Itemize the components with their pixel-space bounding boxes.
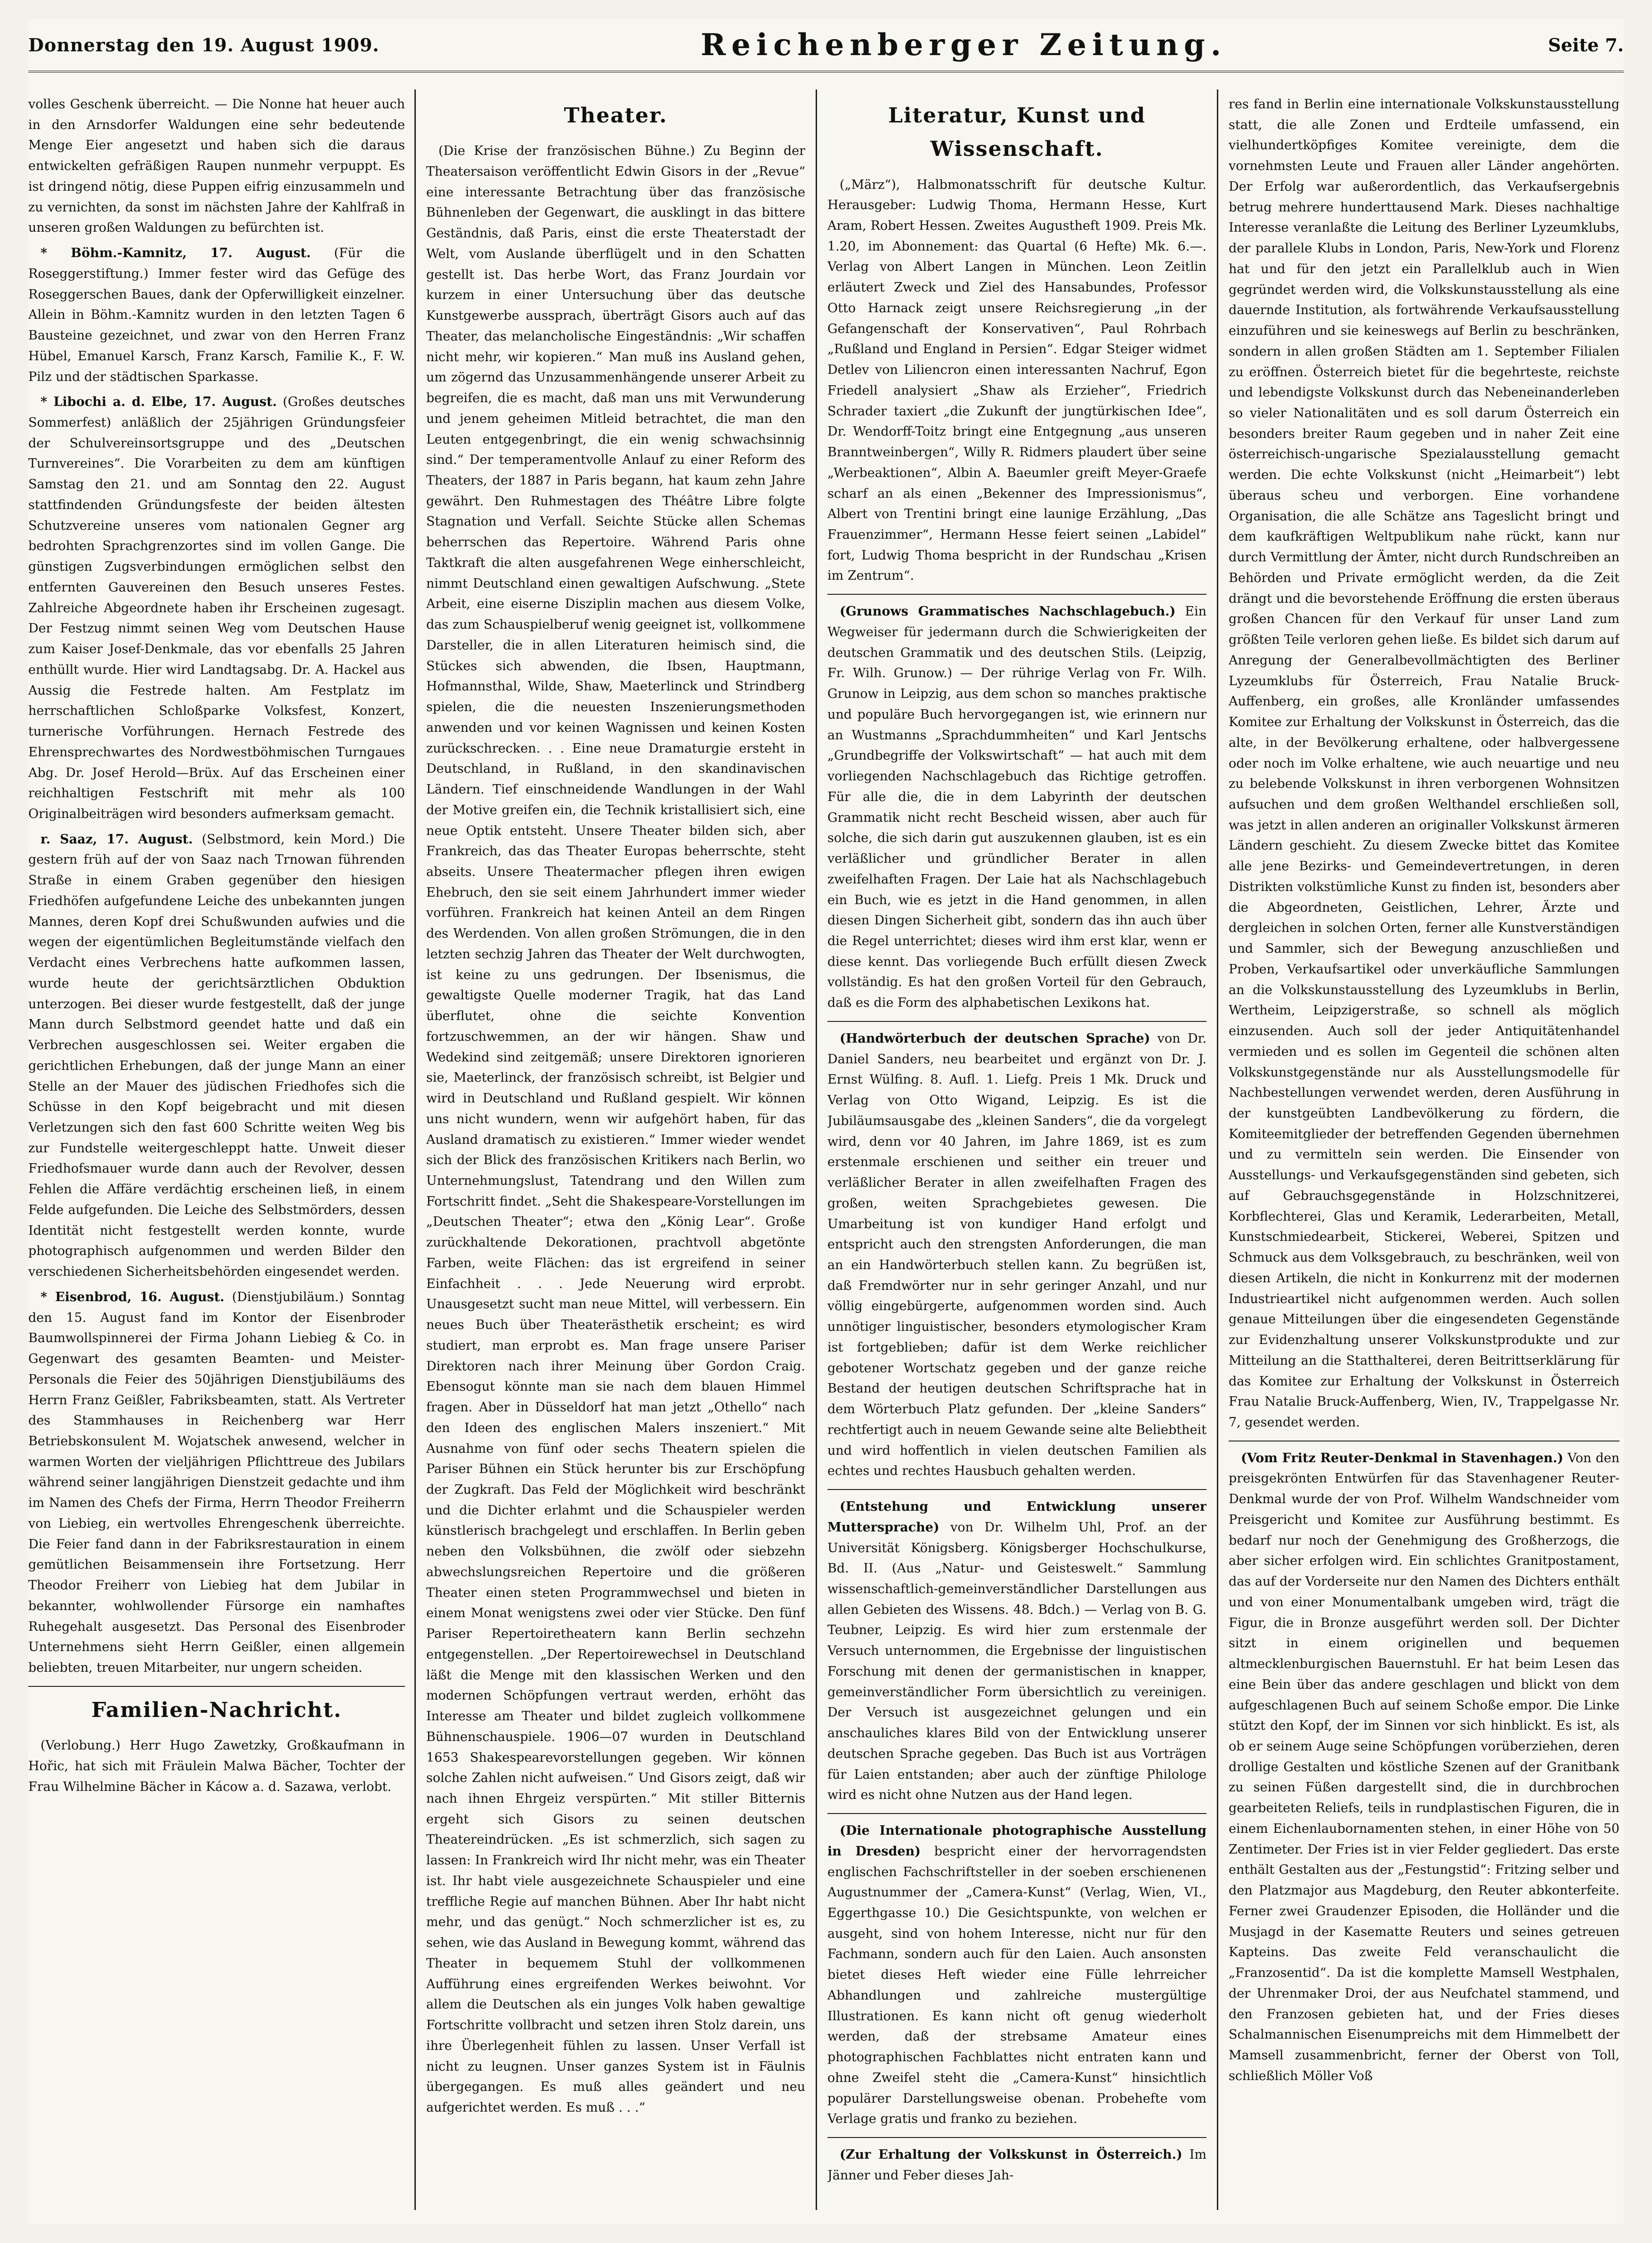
article-saaz	[28, 829, 405, 1282]
article-libochi	[28, 392, 405, 824]
section-title-family: Familien-Nachricht.	[91, 1698, 342, 1722]
article-engagement: (Verlobung.) Herr Hugo Zawetzky, Großkaufmann in Hořic, hat sich mit Fräulein Malwa Bächer, Tochter der Frau Wilhelmine Bächer in Kácow a. d. Sazawa, verlobt.	[28, 1738, 405, 1794]
page-header	[28, 19, 1624, 73]
article-muttersprache	[827, 1497, 1207, 1806]
page-number: Seite 7.	[1548, 34, 1624, 56]
article-heading: (Vom Fritz Reuter-Denkmal in Stavenhagen.)	[1241, 1450, 1563, 1466]
article-text: Ein Wegweiser für jedermann durch die Schwierigkeiten der deutschen Grammatik und des deutschen Stils. (Leipzig, Fr. Wilh. Grunow.) — Der rührige Verlag von Fr. Wilh. Grunow in Leipzig, aus dem schon so manches praktische und populäre Buch hervorgegangen ist, wie erinnern nur an Wustmanns „Sprachdummheiten“ und Karl Jentschs „Grundbegriffe der Volkswirtschaft“ — hat auch mit dem vorliegenden Nachschlagebuch das Richtige getroffen. Für alle die, die in dem Labyrinth der deutschen Grammatik nicht recht Bescheid wissen, aber auch für solche, die sich darin gut auszukennen glauben, ist es ein verläßlicher und gründlicher Berater in allen zweifelhaften Fragen. Der Laie hat als Nachschlagebuch ein Buch, wie es jetzt in die Hand genommen, in allen diesen Dingen Sicherheit gibt, sondern das ihn auch über die Regel unterrichtet; dieses wird ihm erst klar, wenn er diese kennt. Das vorliegende Buch erfüllt diesen Zweck vollständig. Es hat den großen Vorteil für den Gebrauch, daß es die Form des alphabetischen Lexikons hat.	[827, 604, 1207, 1011]
column-3	[827, 94, 1207, 2210]
article-photo-exhibition	[827, 1821, 1207, 2130]
column-rule	[414, 89, 416, 2210]
dateline: * Libochi a. d. Elbe, 17. August.	[40, 395, 277, 410]
article-heading: (Zur Erhaltung der Volkskunst in Österreich.)	[840, 2147, 1182, 2162]
divider	[827, 1021, 1207, 1022]
article-text: bespricht einer der hervorragendsten englischen Fachschriftsteller in der soeben erschienenen Augustnummer der „Camera-Kunst“ (Verlag, Wien, VI., Eggerthgasse 10.) Die Gesichtspunkte, von welchen er ausgeht, sind von hohem Interesse, nicht nur für den Fachmann, sondern auch für den Laien. Auch ansonsten bietet dieses Heft wieder eine Fülle lehrreicher Abhandlungen und zahlreiche mustergültige Illustrationen. Es kann nicht oft genug wiederholt werden, daß der strebsame Amateur eines photographischen Fachblattes nicht entraten kann und ohne Zweifel steht die „Camera-Kunst“ hinsichtlich populärer Darstellungsweise obenan. Probehefte vom Verlage gratis und franko zu beziehen.	[827, 1844, 1207, 2127]
divider	[28, 1686, 405, 1687]
dateline: * Eisenbrod, 16. August.	[40, 1289, 225, 1304]
column-rule	[816, 89, 817, 2210]
article-grunow	[827, 601, 1207, 1013]
column-1	[28, 94, 405, 2210]
article-maerz: („März“), Halbmonatsschrift für deutsche Kultur. Herausgeber: Ludwig Thoma, Hermann Hesse, Kurt Aram, Robert Hessen. Zweites Augustheft 1909. Preis Mk. 1.20, im Abonnement: das Quartal (6 Hefte) Mk. 6.—. Verlag von Albert Langen in München. Leon Zeitlin erläutert Zweck und Ziel des Hansabundes, Professor Otto Harnack zeigt unsere Reichsregierung „in der Gefangenschaft der Konservativen“, Paul Rohrbach „Rußland und England in Persien“. Edgar Steiger widmet Detlev von Liliencron einen interessanten Nachruf, Egon Friedell analysiert „Shaw als Erzieher“, Friedrich Schrader taxiert „die Zukunft der jungtürkischen Idee“, Dr. Wendorff-Toitz bringt eine Entgegnung „aus unseren Branntweinbergen“, Willy R. Ridmers plaudert über seine „Werbeaktionen“, Albin A. Baeumler greift Meyer-Graefe scharf an als einen „Bekenner des Impressionismus“, Albert von Trentini bringt eine launige Erzählung, „Das Frauenzimmer“, Hermann Hesse feiert seinen „Labidel“ fort, Ludwig Thoma bespricht in der Rundschau „Krisen im Zentrum“.	[827, 177, 1207, 583]
column-2	[426, 94, 805, 2210]
article-heading: (Grunows Grammatisches Nachschlagebuch.)	[840, 604, 1176, 619]
article-heading: (Handwörterbuch der deutschen Sprache)	[840, 1031, 1150, 1046]
article-kamnitz	[28, 243, 405, 387]
article-heading: (Entstehung und Entwicklung unserer Muttersprache)	[827, 1499, 1207, 1535]
article-text: (Selbstmord, kein Mord.) Die gestern früh auf der von Saaz nach Trnowan führenden Straße in einem Graben gegenüber den hiesigen Friedhöfen aufgefundene Leiche des unbekannten jungen Mannes, deren Kopf drei Schußwunden aufwies und die wegen der eigentümlichen Begleitumstände vielfach den Verdacht eines Verbrechens hatte aufkommen lassen, wurde heute der gerichtsärztlichen Obduktion unterzogen. Bei dieser wurde festgestellt, daß der junge Mann durch Selbstmord geendet hatte und daß ein Verbrechen ausgeschlossen sei. Weiter ergaben die gerichtlichen Erhebungen, daß der junge Mann an einer Stelle an der Mauer des jüdischen Friedhofes sich die Schüsse in den Kopf beigebracht und mit diesen Verletzungen sich den fast 600 Schritte weiten Weg bis zur Fundstelle weitergeschleppt hatte. Unweit dieser Friedhofsmauer wurde dann auch der Revolver, dessen Fehlen die Affäre verdächtig erscheinen ließ, in einem Felde aufgefunden. Die Leiche des Selbstmörders, dessen Identität nicht festgestellt werden konnte, wurde photographisch aufgenommen und werden Bilder den verschiedenen Sicherheitsbehörden eingesendet werden.	[28, 832, 405, 1279]
article-text: (Dienstjubiläum.) Sonntag den 15. August fand im Kontor der Eisenbroder Baumwollspinnerei der Firma Johann Liebieg & Co. in Gegenwart des gesamten Beamten- und Meister-Personals die Feier des 50jährigen Dienstjubiläums des Herrn Franz Geißler, Fabriksbeamten, statt. Als Vertreter des Stammhauses in Reichenberg war Herr Betriebskonsulent M. Wojatschek anwesend, welcher in warmen Worten der vieljährigen Pflichttreue des Jubilars während seiner langjährigen Dienstzeit gedachte und ihm im Namen des Chefs der Firma, Herrn Theodor Freiherrn von Liebieg, ein wertvolles Ehrengeschenk überreichte. Die Feier fand dann in der Fabriksrestauration in einem gemütlichen Beisammensein ihre Fortsetzung. Herr Theodor Freiherr von Liebieg hat dem Jubilar in bekannter, wohlwollender Fürsorge ein namhaftes Ruhegehalt ausgesetzt. Das Personal des Eisenbroder Unternehmens sieht Herrn Geißler, einen allgemein beliebten, treuen Mitarbeiter, nur ungern scheiden.	[28, 1289, 405, 1676]
article-text: von Dr. Wilhelm Uhl, Prof. an der Universität Königsberg. Königsberger Hochschulkurse, Bd. II. (Aus „Natur- und Geisteswelt.“ Sammlung wissenschaftlich-gemeinverständlicher Darstellungen aus allen Gebieten des Wissens. 48. Bdch.) — Verlag von B. G. Teubner, Leipzig. Es wird hier zum erstenmale der Versuch unternommen, die Ergebnisse der linguistischen Forschung mit denen der germanistischen in knapper, gemeinverständlicher Form übersichtlich zu vereinigen. Der Versuch ist ausgezeichnet gelungen und ein anschauliches klares Bild von der Entwicklung unserer deutschen Sprache gegeben. Das Buch ist aus Vorträgen für Laien entstanden; aber auch der zünftige Philologe wird es nicht ohne Nutzen aus der Hand legen.	[827, 1520, 1207, 1803]
article-text: von Dr. Daniel Sanders, neu bearbeitet und ergänzt von Dr. J. Ernst Wülfing. 8. Aufl. 1. Liefg. Preis 1 Mk. Druck und Verlag von Otto Wigand, Leipzig. Es ist die Jubiläumsausgabe des „kleinen Sanders“, die da vorgelegt wird, denn vor 40 Jahren, im Jahre 1869, ist es zum erstenmale erschienen und seither ein treuer und verläßlicher Berater in allen zweifelhaften Fragen des großen, weiten Sprachgebietes gewesen. Die Umarbeitung ist von kundiger Hand erfolgt und entspricht auch den strengsten Anforderungen, die man an ein Handwörterbuch stellen kann. Zu begrüßen ist, daß Fremdwörter nur in sehr geringer Anzahl, und nur völlig eingebürgerte, aufgenommen worden sind. Auch unnötiger linguistischer, besonders etymologischer Kram ist fortgeblieben; dafür ist dem Werke reichlicher gebotener Wortschatz gegeben und der ganze reiche Bestand der heutigen deutschen Schriftsprache hat in dem Wörterbuch Platz gefunden. Der „kleine Sanders“ rechtfertigt auch in neuem Gewande seine alte Beliebtheit und wird hoffentlich in vielen deutschen Familien als echtes und rechtes Hausbuch gehalten werden.	[827, 1031, 1207, 1479]
issue-date: Donnerstag den 19. August 1909.	[28, 34, 380, 56]
article-volkskunst-cont: res fand in Berlin eine internationale Volkskunstausstellung statt, die alle Zonen und Erdteile umfassend, ein vielhundertköpfiges Komitee vereinigte, dem die vornehmsten Leute und Frauen aller Länder angehörten. Der Erfolg war außerordentlich, das Verkaufsergebnis betrug mehrere hunderttausend Mark. Dieses nachhaltige Interesse veranlaßte die Leitung des Berliner Lyzeumklubs, der parallele Klubs in London, Paris, New-York und Florenz hat und für den jetzt ein Parallelklub auch in Wien gegründet werden wird, die Volkskunstausstellung als eine dauernde Institution, als fortwährende Verkaufsausstellung einzuführen und sie keineswegs auf Berlin zu beschränken, sondern in allen großen Städten am 1. September Filialen zu eröffnen. Österreich bietet für die begehrteste, reichste und lebendigste Volkskunst durch das Nebeneinanderleben so vieler Nationalitäten und es soll darum Österreich ein besonders breiter Raum gegeben und in naher Zeit eine österreichisch-ungarische Spezialausstellung gemacht werden. Die echte Volkskunst (nicht „Heimarbeit“) lebt überaus scheu und verborgen. Eine vorhandene Organisation, die alle Schätze ans Tageslicht bringt und dem kaufkräftigen Weltpublikum nahe rückt, kann nur durch Vermittlung der Ämter, nicht durch Rundschreiben an Behörden und Private ermöglicht werden, da die Zeit drängt und die bevorstehende Eröffnung die ersten überaus großen Chancen für den Verkauf für unser Land zum größten Teile verloren gehen ließe. Es bildet sich darum auf Anregung der Generalbevollmächtigten des Berliner Lyzeumklubs für Österreich, Frau Natalie Bruck-Auffenberg, ein großes, alle Kronländer umfassendes Komitee zur Erhaltung der Volkskunst in Österreich, das die alte, in der Bevölkerung erhaltene, oder halbvergessene oder noch im Volke erhaltene, wie auch neuartige und neu zu belebende Volkskunst in ihren verborgenen Wohnsitzen aufsuchen und dem großen Welthandel erschließen soll, was jetzt in allen anderen an originaller Volkskunst ärmeren Ländern geschieht. Zu diesem Zwecke bittet das Komitee alle jene Bezirks- und Gemeindevertretungen, in deren Distrikten volkstümliche Kunst zu finden ist, besonders aber die Abgeordneten, Geistlichen, Lehrer, Ärzte und dergleichen in solchen Orten, ferner alle Kunstverständigen und Sammler, sich der Bewegung anzuschließen und Proben, Verkaufsartikel oder unverkäufliche Sammlungen an die Volkskunstausstellung des Lyzeumklubs in Berlin, Wertheim, Leipzigerstraße, so schnell als möglich einzusenden. Auch soll der jeder Antiquitätenhandel vermieden und es sollen im Gegenteil die schönen alten Volkskunstgegenstände nur als Ausstellungsmodelle für Nachbestellungen verwendet werden, deren Ausführung in der kunstgeübten Landbevölkerung zu fördern, die Komiteemitglieder der betreffenden Gegenden übernehmen und zu vermitteln sein werden. Die Einsender von Ausstellungs- und Verkaufsgegenständen sind gebeten, sich auf Gebrauchsgegenstände in Holzschnitzerei, Korbflechterei, Glas und Keramik, Lederarbeiten, Metall, Kunstschmiedearbeit, Stickerei, Weberei, Spitzen und Schmuck aus dem Volksgebrauch, zu beschränken, weil von diesen Artikeln, die nicht in Konkurrenz mit der modernen Industrieartikel nicht aufgenommen werden. Auch sollen genaue Mitteilungen über die eingesendeten Gegenstände zur Evidenzhaltung unserer Volkskunstprodukte und zur Mitteilung an die Statthalterei, deren Beitrittserklärung für das Komitee zur Erhaltung der Volkskunst in Österreich Frau Natalie Bruck-Auffenberg, Wien, IV., Trappelgasse Nr. 7, gesendet werden.	[1229, 97, 1620, 1430]
article-heading: (Die Internationale photographische Ausstellung in Dresden)	[827, 1823, 1207, 1859]
dateline: * Böhm.-Kamnitz, 17. August.	[40, 246, 311, 261]
column-rule	[1217, 89, 1218, 2210]
divider	[827, 594, 1207, 595]
section-title-literature: Literatur, Kunst und Wissenschaft.	[888, 104, 1146, 162]
section-title-theater: Theater.	[564, 104, 668, 128]
dateline: r. Saaz, 17. August.	[40, 832, 193, 847]
column-4	[1229, 94, 1620, 2210]
divider	[827, 1489, 1207, 1490]
divider	[827, 1813, 1207, 1814]
divider	[827, 2137, 1207, 2138]
newspaper-title: Reichenberger Zeitung.	[700, 27, 1227, 63]
article-sanders	[827, 1028, 1207, 1482]
article-reuter-monument	[1229, 1448, 1620, 2087]
article-text: (Großes deutsches Sommerfest) anläßlich der 25jährigen Gründungsfeier der Schulvereinsortsgruppe und des „Deutschen Turnvereines“. Die Vorarbeiten zu dem am künftigen Samstag den 21. und am Sonntag den 22. August stattfindenden Gründungsfeste der beiden ältesten Schutzvereine unseres vom nationalen Gegner arg bedrohten Sprachgrenzortes sind im vollen Gange. Die günstigen Zugsverbindungen ermöglichen selbst den entfernten Gauvereinen den Besuch unseres Festes. Zahlreiche Abgeordnete haben ihr Erscheinen zugesagt. Der Festzug nimmt seinen Weg vom Deutschen Hause zum Kaiser Josef-Denkmale, das vor ebenfalls 25 Jahren enthüllt wurde. Hier wird Landtagsabg. Dr. A. Hackel aus Aussig die Festrede halten. Am Festplatz im herrschaftlichen Schloßparke Volksfest, Konzert, turnerische Vorführungen. Hernach Festrede des Ehrensprechwartes des Nordwestböhmischen Turngaues Abg. Dr. Josef Herold—Brüx. Auf das Erscheinen einer reichhaltigen Festschrift mit mehr als 100 Originalbeiträgen wird besonders aufmerksam gemacht.	[28, 395, 405, 821]
article-volkskunst-start	[827, 2145, 1207, 2186]
newspaper-page	[28, 19, 1624, 2224]
article-text: (Für die Roseggerstiftung.) Immer fester wird das Gefüge des Roseggerschen Baues, dank der Opferwilligkeit einzelner. Allein in Böhm.-Kamnitz wurden in den letzten Tagen 6 Bausteine gezeichnet, und zwar von den Herren Franz Hübel, Emanuel Karsch, Franz Karsch, Familie K., F. W. Pilz und der städtischen Sparkasse.	[28, 246, 405, 384]
article-text: Von den preisgekrönten Entwürfen für das Stavenhagener Reuter-Denkmal wurde der von Prof. Wilhelm Wandschneider vom Preisgericht und Komitee zur Ausführung bestimmt. Es bedarf nur noch der Genehmigung des Großherzogs, die aber sicher erfolgen wird. Ein schlichtes Granitpostament, das auf der Vorderseite nur den Namen des Dichters enthält und von einer Monumentalbank umgeben wird, trägt die Figur, die in Bronze ausgeführt werden soll. Der Dichter sitzt in einem originellen und bequemen altmecklenburgischen Bauernstuhl. Er hat beim Lesen das eine Bein über das andere geschlagen und blickt von dem aufgeschlagenen Buch auf seinem Schoße empor. Die Linke stützt den Kopf, der im Sinnen vor sich hinblickt. Es ist, als ob er seinem Auge seine Schöpfungen vorüberziehen, deren drollige Gestalten und köstliche Szenen auf der Granitbank zu seinen Füßen dargestellt sind, die in durchbrochen gearbeiteten Reliefs, teils in rundplastischen Figuren, die in einem Eichenlaubornamenten stehen, in einer Höhe von 50 Zentimeter. Der Fries ist in vier Felder gegliedert. Das erste enthält Gestalten aus der „Festungstid“: Fritzing selber und den Platzmajor aus Magdeburg, den Reuter abkonterfeite. Ferner zwei Graudenzer Episoden, die Holländer und die Musjagd in der Kasematte Reuters und seines getreuen Kapteins. Das zweite Feld veranschaulicht die „Franzosentid“. Da ist die komplette Mamsell Westphalen, der Uhrenmaker Droi, der aus Neufchatel stammend, und den Franzosen gebieten hat, und der Fries dieses Schalmannischen Eisenumpreichs mit dem Himmelbett der Mamsell zusammenbricht, ferner der Oberst von Toll, schließlich Möller Voß	[1229, 1450, 1620, 2083]
article-eisenbrod	[28, 1287, 405, 1678]
article-theater-crisis: (Die Krise der französischen Bühne.) Zu Beginn der Theatersaison veröffentlicht Edwin Gisors in der „Revue“ eine interessante Betrachtung über das französische Bühnenleben der Gegenwart, die ausklingt in das bittere Geständnis, daß Paris, einst die erste Theaterstadt der Welt, vom Auslande überflügelt und in den Schatten gestellt ist. Das herbe Wort, das Franz Jourdain vor kurzem in einer Untersuchung über das deutsche Kunstgewerbe aussprach, überträgt Gisors auch auf das Theater, das melancholische Eingeständnis: „Wir schaffen nicht mehr, wir kopieren.“ Man muß ins Ausland gehen, um zögernd das Unzusammenhängende unserer Arbeit zu begreifen, die es macht, daß man uns mit Verwunderung und jenem geheimen Mitleid betrachtet, die man den Leuten entgegenbringt, die ein wenig schwachsinnig sind.“ Der temperamentvolle Anlauf zu einer Reform des Theaters, der 1887 in Paris begann, hat kaum zehn Jahre gewährt. Den Ruhmestagen des Théâtre Libre folgte Stagnation und Verfall. Seichte Stücke allen Schemas beherrschen das Repertoire. Während Paris ohne Taktkraft die alten ausgefahrenen Wege einherschleicht, nimmt Deutschland einen gewaltigen Aufschwung. „Stete Arbeit, eine eiserne Disziplin machen aus diesem Volke, das zum Schauspielberuf wenig geeignet ist, vollkommene Darsteller, die in allen Literaturen heimisch sind, die Stückes sich abwenden, die Ibsen, Hauptmann, Hofmannsthal, Wilde, Shaw, Maeterlinck und Strindberg spielen, die die neuesten Inszenierungsmethoden anwenden und vor keinen Wagnissen und keinen Kosten zurückschrecken. . . Eine neue Dramaturgie ersteht in Deutschland, in Rußland, in den skandinavischen Ländern. Tief einschneidende Wandlungen in der Wahl der Motive greifen ein, die Technik kristallisiert sich, eine neue Optik entsteht. Unsere Theater bilden sich, aber Frankreich, das das Theater Europas beherrschte, steht abseits. Unsere Theatermacher pflegen ihren ewigen Ehebruch, den sie seit einem Jahrhundert immer wieder vorführen. Frankreich hat keinen Anteil an dem Ringen des Werdenden. Von allen großen Strömungen, die in den letzten sechzig Jahren das Theater der Welt durchwogten, ist keine zu uns gedrungen. Der Ibsenismus, die gewaltigste Quelle moderner Tragik, hat das Land überflutet, ohne die seichte Konvention fortzuschwemmen, an der wir hängen. Shaw und Wedekind sind zeitgemäß; unsere Direktoren ignorieren sie, Maeterlinck, der französisch schreibt, ist Belgier und wird in Deutschland und Rußland gespielt. Wir können uns nicht wundern, wenn wir aufgehört haben, für das Ausland dramatisch zu existieren.“ Immer wieder wendet sich der Blick des französischen Kritikers nach Berlin, wo Unternehmungslust, Tatendrang und den Willen zum Fortschritt findet. „Seht die Shakespeare-Vorstellungen im „Deutschen Theater“; etwa den „König Lear“. Große zurückhaltende Dekorationen, prachtvoll abgetönte Farben, weite Flächen: das ist ergreifend in seiner Einfachheit . . . Jede Neuerung wird erprobt. Unausgesetzt sucht man neue Mittel, will verbessern. Ein neues Buch über Theaterästhetik erscheint; es wird studiert, man erprobt es. Man frage unsere Pariser Direktoren nach ihrer Meinung über Gordon Craig. Ebensogut könnte man sie nach dem blauen Himmel fragen. Aber in Düsseldorf hat man jetzt „Othello“ nach den Ideen des englischen Malers inszeniert.“ Mit Ausnahme von fünf oder sechs Theatern spielen die Pariser Bühnen ein Stück herunter bis zur Erschöpfung der Zugkraft. Das Feld der Möglichkeit wird beschränkt und die Dichter erlahmt und die Schauspieler werden künstlerisch brachgelegt und erschlaffen. In Berlin geben neben den Volksbühnen, die zwölf oder siebzehn abwechslungsreichen Repertoire und die größeren Theater einen steten Programmwechsel und bieten in einem Monat wenigstens zwei oder vier Stücke. Den fünf Pariser Repertoiretheatern kann Berlin sechzehn entgegenstellen. „Der Repertoirewechsel in Deutschland läßt die Menge mit den klassischen Werken und den modernen Schöpfungen vertraut werden, erhöht das Interesse am Theater und bildet zugleich vollkommene Bühnenschauspiele. 1906—07 wurden in Deutschland 1653 Shakespearevorstellungen gegeben. Wir können solche Zahlen nicht aufweisen.“ Und Gisors zeigt, daß wir nach ihnen Ehrgeiz verspürten.“ Mit stiller Bitternis ergeht sich Gisors zu seinen deutschen Theatereindrücken. „Es ist schmerzlich, sich sagen zu lassen: In Frankreich wird Ihr nicht mehr, was ein Theater ist. Ihr habt viele ausgezeichnete Schauspieler und eine treffliche Regie auf manchen Bühnen. Aber Ihr habt nicht mehr, und das genügt.“ Noch schmerzlicher ist es, zu sehen, wie das Ausland in Bewegung kommt, während das Theater in bequemem Stuhl der vollkommenen Aufführung eines ergreifenden Werkes beiwohnt. Vor allem die Deutschen als ein junges Volk haben gewaltige Fortschritte vollbracht und setzen ihren Stolz darein, uns ihre Überlegenheit fühlen zu lassen. Unser Verfall ist nicht zu leugnen. Unser ganzes System ist in Fäulnis übergegangen. Es muß alles geändert und neu aufgerichtet werden. Es muß . . .“	[426, 144, 805, 2115]
article-text: Im Jänner und Feber dieses Jah-	[827, 2147, 1207, 2183]
article-nonne: volles Geschenk überreicht. — Die Nonne hat heuer auch in den Arnsdorfer Waldungen eine sehr bedeutende Menge Eier angesetzt und haben sich die daraus entwickelten gefräßigen Raupen nunmehr verpuppt. Es ist dringend nötig, diese Puppen eifrig einzusammeln und zu vernichten, da sonst im nächsten Jahre der Kahlfraß in unseren großen Waldungen zu befürchten ist.	[28, 97, 405, 235]
